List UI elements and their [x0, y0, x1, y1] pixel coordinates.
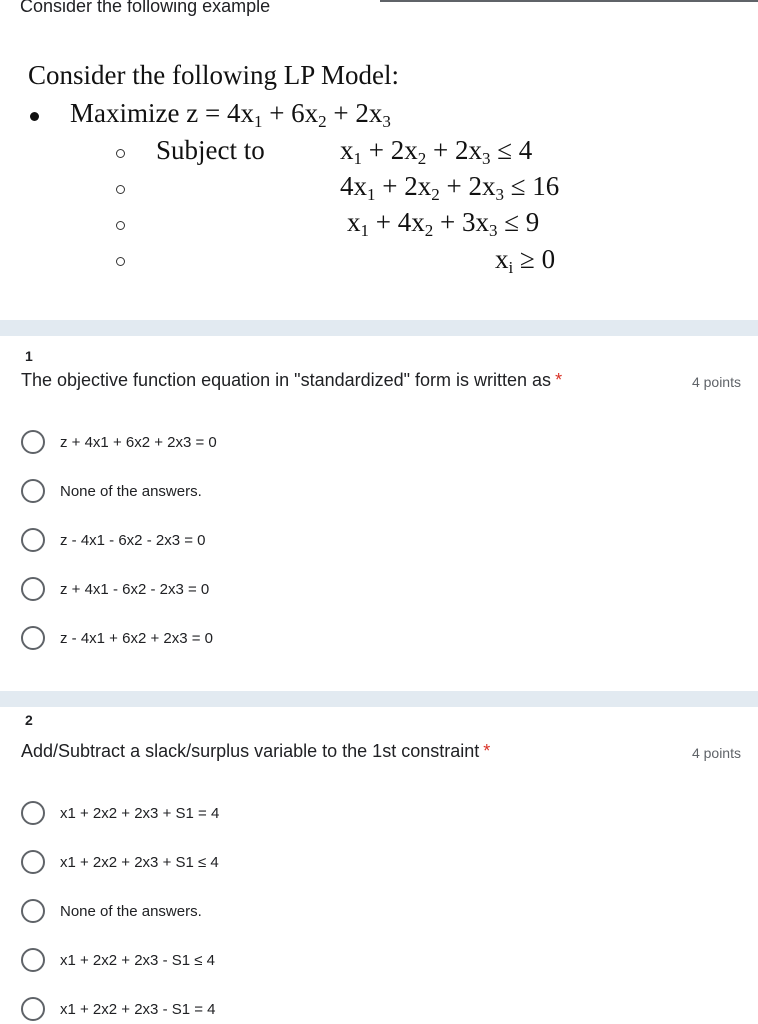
required-asterisk: * — [483, 741, 491, 761]
lp-constraint-4: $x_i \ge 0$ — [495, 244, 556, 277]
radio-option[interactable] — [21, 626, 213, 650]
lp-constraint-3: $x_1 + 4x_2 + 3x_3 \le 9$ — [347, 207, 540, 240]
option-label: x1 + 2x2 + 2x3 - S1 ≤ 4 — [60, 951, 215, 969]
question-number: 2 — [25, 712, 33, 728]
section-divider — [0, 320, 758, 336]
lp-model-image — [0, 55, 758, 285]
top-rule — [380, 0, 758, 2]
bullet-ring-icon — [116, 221, 125, 230]
section-divider — [0, 691, 758, 707]
lp-subject-to: Subject to — [156, 135, 265, 165]
option-label: None of the answers. — [60, 902, 202, 920]
lp-constraint-2: $4x_1 + 2x_2 + 2x_3 \le 16$ — [340, 171, 560, 204]
required-asterisk: * — [555, 370, 563, 390]
lp-constraint-1: $x_1 + 2x_2 + 2x_3 \le 4$ — [340, 135, 533, 168]
question-title: The objective function equation in "standardized" form is written as * — [21, 370, 563, 390]
question-points: 4 points — [691, 745, 741, 761]
question-number: 1 — [25, 348, 33, 364]
option-label: x1 + 2x2 + 2x3 + S1 = 4 — [60, 804, 220, 822]
radio-option[interactable] — [21, 899, 202, 923]
lp-objective: Maximize $z = 4x_1 + 6x_2 + 2x_3$ — [70, 98, 391, 131]
radio-button[interactable] — [21, 528, 45, 552]
question-points: 4 points — [691, 374, 741, 390]
question-title: Add/Subtract a slack/surplus variable to the 1st constraint * — [21, 741, 491, 761]
radio-option[interactable] — [21, 801, 219, 825]
option-label: None of the answers. — [60, 482, 202, 500]
option-label: z - 4x1 + 6x2 + 2x3 = 0 — [60, 629, 214, 647]
radio-button[interactable] — [21, 997, 45, 1021]
radio-button[interactable] — [21, 479, 45, 503]
radio-option[interactable] — [21, 577, 209, 601]
option-label: z - 4x1 - 6x2 - 2x3 = 0 — [60, 531, 206, 549]
section-header: Consider the following example — [20, 0, 271, 16]
option-label: z + 4x1 - 6x2 - 2x3 = 0 — [60, 580, 210, 598]
bullet-ring-icon — [116, 257, 125, 266]
lp-heading: Consider the following LP Model: — [28, 60, 399, 90]
radio-option[interactable] — [21, 430, 217, 454]
option-label: x1 + 2x2 + 2x3 + S1 ≤ 4 — [60, 853, 219, 871]
bullet-ring-icon — [116, 185, 125, 194]
radio-option[interactable] — [21, 948, 215, 972]
radio-button[interactable] — [21, 577, 45, 601]
bullet-dot-icon — [30, 112, 39, 121]
option-label: x1 + 2x2 + 2x3 - S1 = 4 — [60, 1000, 216, 1018]
radio-button[interactable] — [21, 899, 45, 923]
radio-button[interactable] — [21, 626, 45, 650]
radio-button[interactable] — [21, 801, 45, 825]
radio-option[interactable] — [21, 479, 202, 503]
radio-option[interactable] — [21, 850, 219, 874]
radio-option[interactable] — [21, 997, 216, 1021]
radio-button[interactable] — [21, 850, 45, 874]
radio-button[interactable] — [21, 430, 45, 454]
radio-button[interactable] — [21, 948, 45, 972]
option-label: z + 4x1 + 6x2 + 2x3 = 0 — [60, 433, 217, 451]
bullet-ring-icon — [116, 149, 125, 158]
radio-option[interactable] — [21, 528, 205, 552]
